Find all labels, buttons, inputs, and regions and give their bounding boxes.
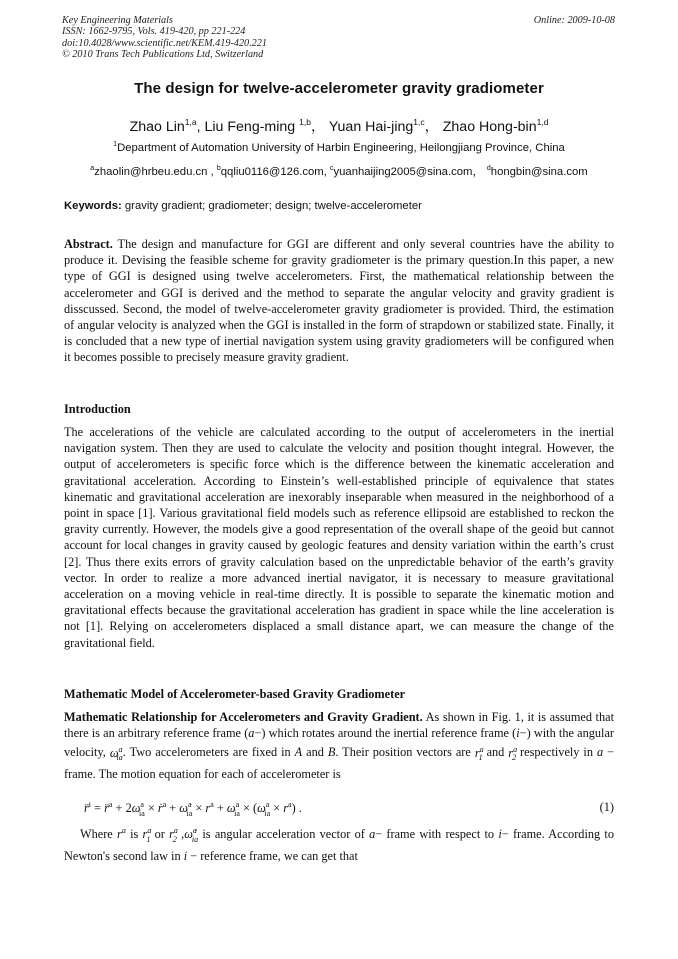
text-run: and xyxy=(482,745,509,760)
equation-1 xyxy=(84,800,614,818)
subsection-heading: Mathematic Relationship for Accelerometers and Gravity Gradient. xyxy=(64,710,423,724)
ra-symbol: $r^a$ xyxy=(117,826,126,842)
frame-symbol: i xyxy=(498,827,502,842)
email-sup: b xyxy=(216,165,221,172)
online-date: Online: 2009-10-08 xyxy=(533,15,615,26)
email-link[interactable]: yuanhaijing2005@sina.com， xyxy=(333,166,484,178)
author-name: Zhao Lin xyxy=(129,119,185,135)
affiliation xyxy=(0,141,678,154)
abstract-text: The design and manufacture for GGI are different and only several countries have the ability to produce it. Devising the feasible scheme for gravity gradiometer is the primary question.In this paper, a new type of GGI is designed using twelve accelerometers. First, the mathematical relationship between the accelerometer and GGI is derived and the method to separate the angular velocity and gravity gradient is disscussed. Second, the model of twelve-accelerometer gravity gradiometer is provided. Third, the estimation of angular velocity is analyzed when the GGI is installed in the form of strapdown or stabilized state. Finally, it is concluded that a new type of inertial navigation system using gravity gradiometers will be configured when it becomes possible to precisely measure gravity gradient. xyxy=(64,237,614,365)
email-list xyxy=(0,163,678,179)
journal-header xyxy=(62,15,615,61)
author-sup: 1,d xyxy=(536,117,549,127)
text-run: is angular acceleration vector of xyxy=(198,827,370,842)
text-run: reference frame, we can get that xyxy=(197,848,358,863)
section-heading-introduction: Introduction xyxy=(64,402,131,416)
frame-symbol: a xyxy=(596,745,604,760)
keywords-text: gravity gradient; gradiometer; design; twelve-accelerometer xyxy=(121,200,422,212)
abstract xyxy=(64,236,614,366)
doi-line: doi:10.4028/www.scientific.net/KEM.419-420.221 xyxy=(62,37,267,49)
author-name: Yuan Hai-jing xyxy=(328,119,414,135)
author-sup: 1,a xyxy=(184,117,197,127)
equation-number: (1) xyxy=(599,800,614,814)
text-run: frame. According to Newton's second law in xyxy=(64,827,614,863)
text-run: ) which rotates around the inertial reference frame ( xyxy=(261,726,517,741)
text-run: or xyxy=(150,827,170,842)
issn-line: ISSN: 1662-9795, Vols. 419-420, pp 221-224 xyxy=(62,26,246,38)
author-sup: 1,b xyxy=(299,117,311,127)
math-symbol: i xyxy=(516,726,520,741)
omega-symbol: $\omega^a_{ia}$ xyxy=(109,744,123,762)
affiliation-text: Department of Automation University of Harbin Engineering, Heilongjiang Province, China xyxy=(117,142,565,154)
text-run: . Two accelerometers are fixed in xyxy=(122,745,295,760)
r1-symbol: $r^a_1$ xyxy=(474,744,484,762)
math-symbol: B xyxy=(327,745,336,760)
abstract-label: Abstract. xyxy=(64,237,113,251)
math-paragraph: Mathematic Relationship for Accelerometers and Gravity Gradient. As shown in Fig. 1, it is assumed that there is an arbitrary reference frame (a−) which rotates around the inertial reference frame (i−) with the angular velocity, $\omega^a_{ia}$. Two accelerometers are fixed in A and B. Their position vectors are $r^a_1$ and $r^a_2$ respectively in a − frame. The motion equation for each of accelerometer is xyxy=(64,710,615,782)
math-symbol: a xyxy=(248,726,255,741)
text-run: . Their position vectors are xyxy=(335,745,475,760)
introduction-paragraph: The accelerations of the vehicle are calculated according to the output of accelerometers in the inertial navigation system. Then they are used to calculate the velocity and position thought integral. However, the output of accelerometers is specific force which is the difference between the kinematic acceleration and gravitational acceleration. According to Einstein’s well-established principle of equivalence that states kinematic and gravitational acceleration are inexorably inseparable when measured in the neighborhood of a point in space [1]. Various gravitational field models such as reference ellipsoid are established to reckon the gravity currently. However, the models give a good representation of the overall shape of the geoid but cannot account for local changes in gravity caused by geologic features and density variation within the earth’s crust [2]. Thus there exits errors of gravity calculation based on the unpredictable behavior of the earth’s gravity vector. In order to realize a more advanced inertial navigator, it is necessary to measure gravitational acceleration on a moving vehicle in real-time directly. It is possible to separate the kinematic motion and gravitational effects because the gravitational acceleration has gradient in space while the line acceleration is not [1]. Relying on accelerometers displaced a small distance apart, we can measure the change of the gravitational field. xyxy=(64,425,614,650)
r1-symbol: $r^a_1$ xyxy=(142,826,152,844)
author-separator: , xyxy=(196,119,205,135)
text-run: is xyxy=(125,827,143,842)
author-separator: ， xyxy=(310,119,326,135)
r2-symbol: $r^a_2$ xyxy=(508,744,518,762)
keywords xyxy=(64,200,616,212)
author-list xyxy=(0,116,678,136)
equation-body: r̈$^i$ = r̈$^a$ + $2\omega^a_{ia}$ × ṙ$^a$ + ω̇$^a_{ia}$ × $r^a + \omega^a_{ia} \times (\omega^a_{ia} \times r^a)$ . xyxy=(84,800,302,818)
affiliation-sup: 1 xyxy=(113,141,118,148)
frame-symbol: a xyxy=(369,827,376,842)
author-separator: ， xyxy=(424,119,439,135)
where-paragraph: Where $r^a$ is $r^a_1$ or $r^a_2$ ,ω̇$^a_{ia}$ is angular acceleration vector of a− frame with respect to i− frame. According to Newton's second law in i − reference frame, we can get that xyxy=(64,826,614,863)
journal-name: Key Engineering Materials xyxy=(62,15,173,26)
email-sup: d xyxy=(486,165,491,172)
email-sup: c xyxy=(329,165,334,172)
email-link[interactable]: zhaolin@hrbeu.edu.cn , xyxy=(94,166,217,178)
math-symbol: A xyxy=(294,745,303,760)
text-run: frame with respect to xyxy=(382,827,499,842)
section-heading-math-model: Mathematic Model of Accelerometer-based Gravity Gradiometer xyxy=(64,687,406,701)
author-name: Liu Feng-ming xyxy=(204,119,300,135)
text-run: Where xyxy=(80,827,118,842)
r2-omega-symbol: $r^a_2$ ,ω̇$^a_{ia}$ xyxy=(169,826,199,844)
copyright-line: © 2010 Trans Tech Publications Ltd, Switzerland xyxy=(62,49,264,61)
keywords-label: Keywords: xyxy=(64,200,122,212)
frame-symbol: i xyxy=(183,848,188,863)
author-sup: 1,c xyxy=(413,117,425,127)
email-link[interactable]: hongbin@sina.com xyxy=(490,166,588,178)
text-run: respectively in xyxy=(516,745,597,760)
email-sup: a xyxy=(90,165,95,172)
text-run: As shown in Fig. 1, it is assumed that there is an arbitrary reference frame ( xyxy=(64,710,614,741)
text-run: ) with the angular velocity, xyxy=(64,726,615,760)
text-run: and xyxy=(302,745,328,760)
paper-title: The design for twelve-accelerometer gravity gradiometer xyxy=(134,80,544,97)
author-name: Zhao Hong-bin xyxy=(442,119,537,135)
text-run: frame. The motion equation for each of accelerometer is xyxy=(64,767,341,782)
email-link[interactable]: qqliu0116@126.com, xyxy=(220,166,330,178)
